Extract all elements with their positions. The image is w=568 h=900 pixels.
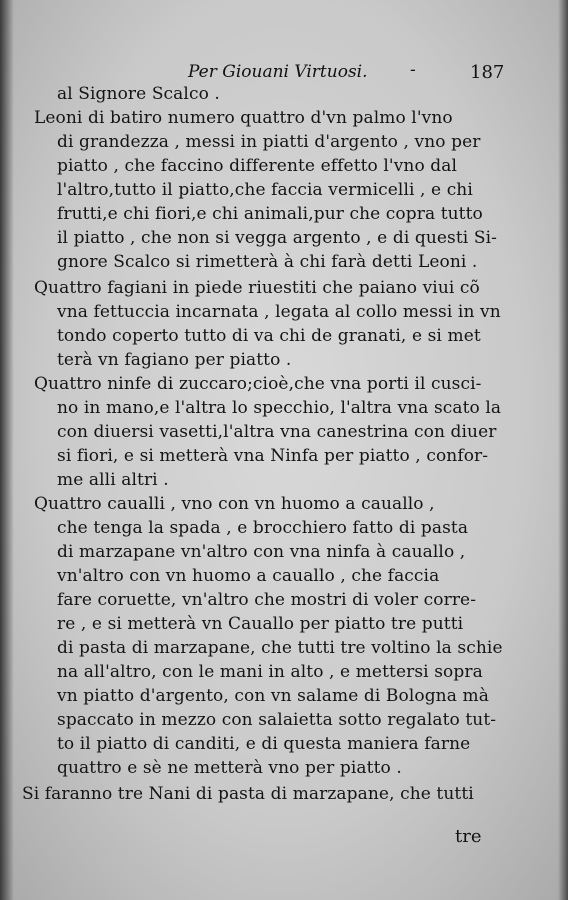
- text-line: al Signore Scalco .: [57, 84, 220, 104]
- text-line: Quattro ninfe di zuccaro;cioè,che vna porti il cusci-: [34, 374, 482, 394]
- text-line: vn piatto d'argento, con vn salame di Bologna mà: [57, 686, 489, 706]
- text-line: di pasta di marzapane, che tutti tre voltino la schie: [57, 638, 503, 658]
- text-line: vna fettuccia incarnata , legata al collo messi in vn: [57, 302, 501, 322]
- text-line: na all'altro, con le mani in alto , e mettersi sopra: [57, 662, 483, 682]
- text-line: il piatto , che non si vegga argento , e di questi Si-: [57, 228, 497, 248]
- page-shadow-left: [0, 0, 14, 900]
- text-line: quattro e sè ne metterà vno per piatto .: [57, 758, 402, 778]
- text-line: si fiori, e si metterà vna Ninfa per piatto , confor-: [57, 446, 489, 466]
- text-line: di marzapane vn'altro con vna ninfa à cauallo ,: [57, 542, 466, 562]
- text-line: di grandezza , messi in piatti d'argento , vno per: [57, 132, 481, 152]
- text-line: Leoni di batiro numero quattro d'vn palmo l'vno: [34, 108, 453, 128]
- page-number: 187: [470, 62, 505, 83]
- page-shadow-right: [558, 0, 568, 900]
- text-line: piatto , che faccino differente effetto l'vno dal: [57, 156, 458, 176]
- text-line: Si faranno tre Nani di pasta di marzapane, che tutti: [22, 784, 474, 804]
- text-line: spaccato in mezzo con salaietta sotto regalato tut-: [57, 710, 497, 730]
- running-head: Per Giouani Virtuosi.: [188, 62, 368, 82]
- text-line: gnore Scalco si rimetterà à chi farà detti Leoni .: [57, 252, 478, 272]
- text-line: vn'altro con vn huomo a cauallo , che faccia: [57, 566, 440, 586]
- text-line: con diuersi vasetti,l'altra vna canestrina con diuer: [57, 422, 497, 442]
- text-line: l'altro,tutto il piatto,che faccia vermicelli , e chi: [57, 180, 473, 200]
- text-line: re , e si metterà vn Cauallo per piatto tre putti: [57, 614, 464, 634]
- text-line: che tenga la spada , e brocchiero fatto di pasta: [57, 518, 469, 538]
- text-line: terà vn fagiano per piatto .: [57, 350, 292, 370]
- header-dash: -: [410, 60, 416, 80]
- text-line: to il piatto di canditi, e di questa maniera farne: [57, 734, 471, 754]
- text-line: frutti,e chi fiori,e chi animali,pur che copra tutto: [57, 204, 483, 224]
- catchword: tre: [455, 826, 482, 847]
- text-line: fare coruette, vn'altro che mostri di voler corre-: [57, 590, 477, 610]
- text-line: me alli altri .: [57, 470, 169, 490]
- text-line: no in mano,e l'altra lo specchio, l'altra vna scato la: [57, 398, 502, 418]
- text-line: Quattro caualli , vno con vn huomo a cauallo ,: [34, 494, 435, 514]
- text-line: tondo coperto tutto di va chi de granati, e si met: [57, 326, 481, 346]
- text-line: Quattro fagiani in piede riuestiti che paiano viui cõ: [34, 278, 480, 298]
